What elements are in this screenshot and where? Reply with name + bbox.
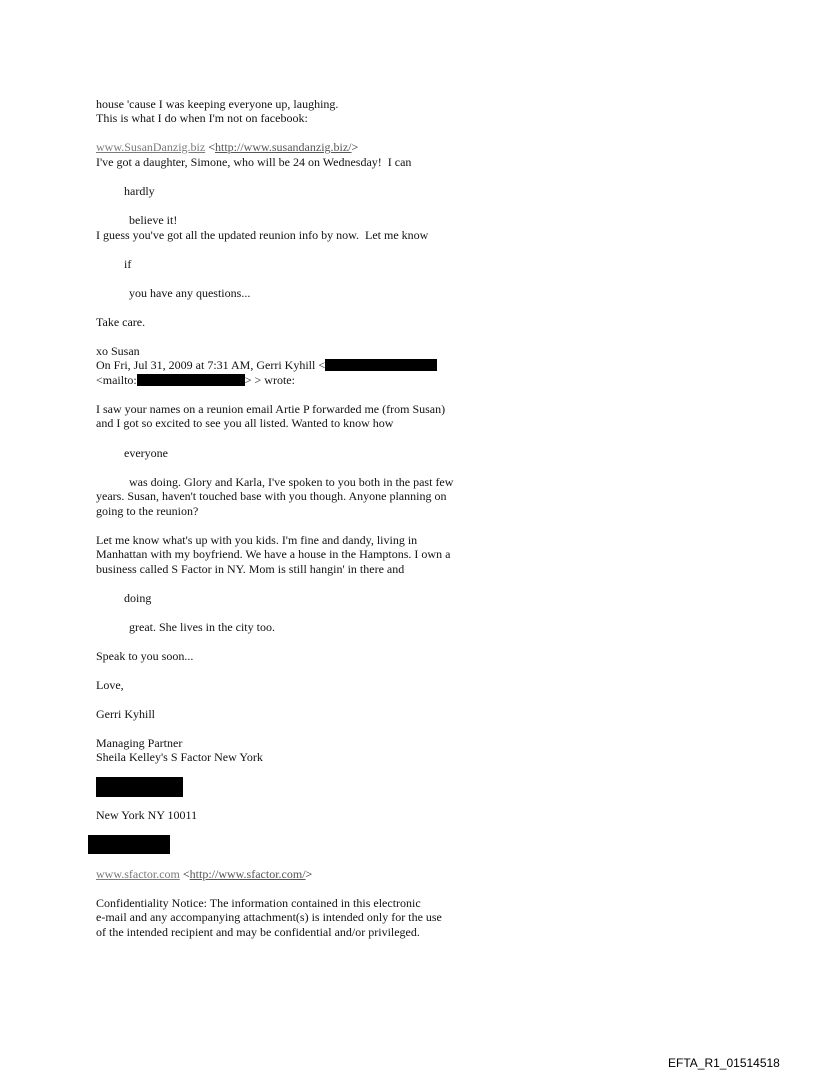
susandanzig-link[interactable]: www.SusanDanzig.biz	[96, 140, 206, 154]
redaction-block	[96, 777, 183, 797]
text-line: Manhattan with my boyfriend. We have a house in the Hamptons. I own a	[96, 547, 451, 561]
website-line: www.SusanDanzig.biz <http://www.susandanzig.biz/>	[96, 140, 359, 154]
text-line: believe it!	[129, 213, 178, 227]
text-line: I've got a daughter, Simone, who will be 24 on Wednesday! I can	[96, 155, 412, 169]
susandanzig-url-link[interactable]: http://www.susandanzig.biz/	[214, 140, 352, 154]
confidentiality-line: Confidentiality Notice: The information contained in this electronic	[96, 896, 421, 910]
sfactor-line: www.sfactor.com <http://www.sfactor.com/>	[96, 867, 313, 881]
text-line: was doing. Glory and Karla, I've spoken to you both in the past few	[129, 475, 454, 489]
confidentiality-line: of the intended recipient and may be confidential and/or privileged.	[96, 925, 420, 939]
signoff-line: xo Susan	[96, 344, 140, 358]
quote-header-line	[96, 358, 437, 372]
text-line: if	[124, 257, 132, 271]
redaction-block	[325, 359, 437, 371]
sfactor-link[interactable]: www.sfactor.com	[96, 867, 180, 881]
text-line: I guess you've got all the updated reunion info by now. Let me know	[96, 228, 429, 242]
signature-address: New York NY 10011	[96, 808, 198, 822]
text-line: Speak to you soon...	[96, 649, 194, 663]
text-line: years. Susan, haven't touched base with you though. Anyone planning on	[96, 489, 447, 503]
document-id: EFTA_R1_01514518	[668, 1056, 780, 1070]
text-line: This is what I do when I'm not on facebook:	[96, 111, 308, 125]
text-line: doing	[124, 591, 152, 605]
text-line: great. She lives in the city too.	[129, 620, 275, 634]
text-line: Take care.	[96, 315, 146, 329]
signature-company: Sheila Kelley's S Factor New York	[96, 750, 263, 764]
text-line: I saw your names on a reunion email Artie P forwarded me (from Susan)	[96, 402, 446, 416]
text-line: everyone	[124, 446, 168, 460]
quote-header-text: On Fri, Jul 31, 2009 at 7:31 AM, Gerri Kyhill <	[96, 358, 326, 372]
text-line: going to the reunion?	[96, 504, 199, 518]
text-line: you have any questions...	[129, 286, 251, 300]
signature-title: Managing Partner	[96, 736, 183, 750]
text-line: house 'cause I was keeping everyone up, laughing.	[96, 97, 339, 111]
signature-name: Gerri Kyhill	[96, 707, 155, 721]
text-line: hardly	[124, 184, 155, 198]
redaction-block	[88, 835, 170, 854]
sfactor-url-link[interactable]: http://www.sfactor.com/	[189, 867, 306, 881]
text-line: Let me know what's up with you kids. I'm fine and dandy, living in	[96, 533, 418, 547]
redaction-block	[137, 374, 245, 386]
mailto-line	[96, 373, 295, 387]
text-line: and I got so excited to see you all listed. Wanted to know how	[96, 416, 394, 430]
text-line: business called S Factor in NY. Mom is still hangin' in there and	[96, 562, 405, 576]
confidentiality-line: e-mail and any accompanying attachment(s) is intended only for the use	[96, 910, 442, 924]
text-line: Love,	[96, 678, 124, 692]
mailto-prefix: <mailto:	[96, 373, 137, 387]
wrote-text: > > wrote:	[244, 373, 295, 387]
